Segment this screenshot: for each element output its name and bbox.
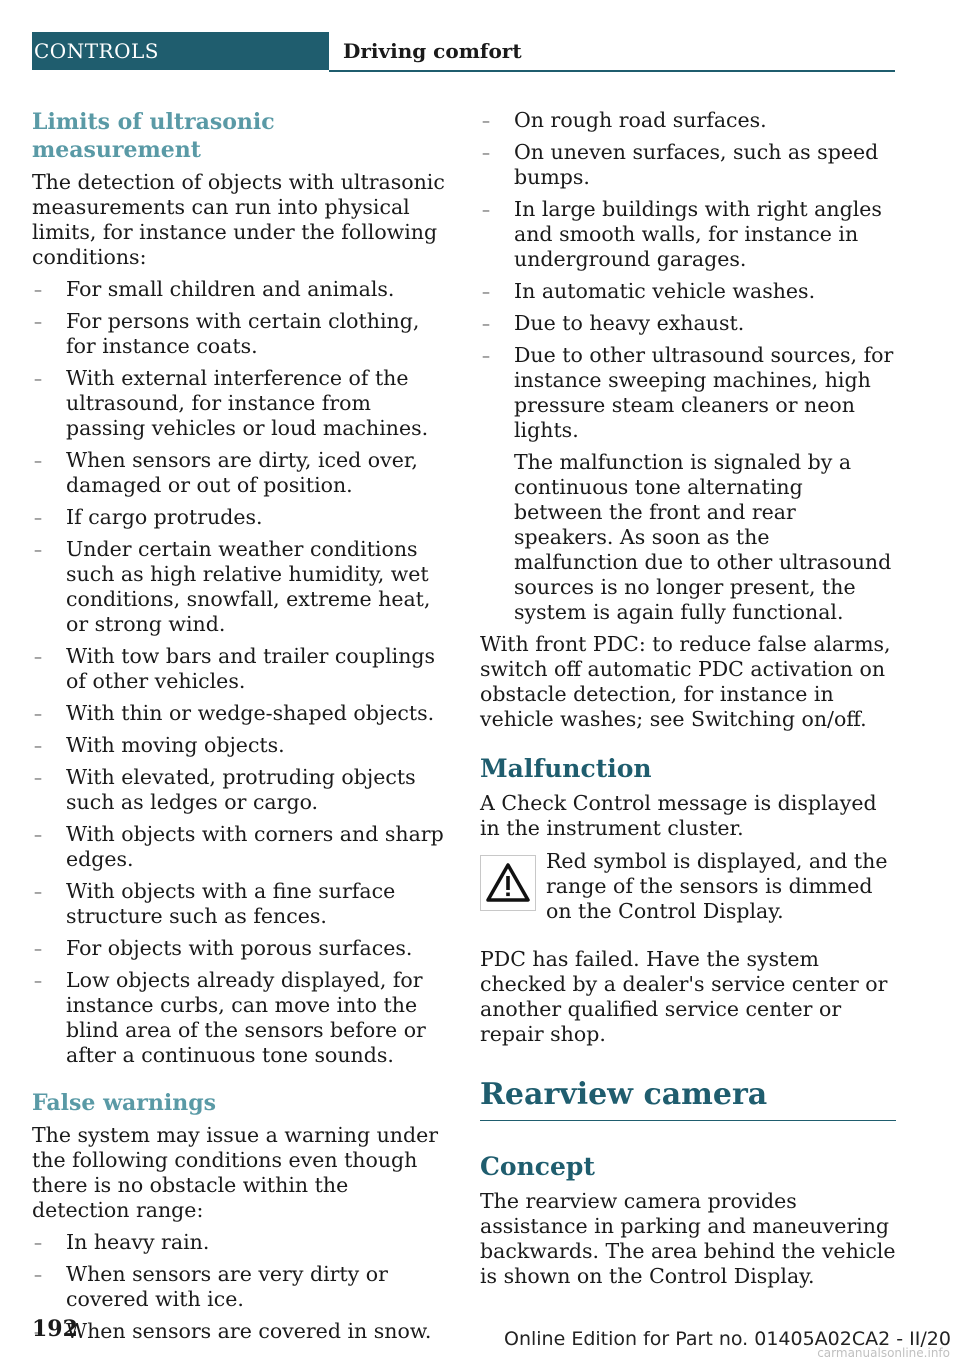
list-item: – Due to other ultrasound sources, for instance sweeping machines, high pressure steam cleaners or neon lights. xyxy=(480,343,896,443)
left-column xyxy=(32,108,447,1351)
limits-list xyxy=(32,277,447,1068)
watermark: carmanualsonline.info xyxy=(817,1346,950,1360)
page-title: Driving comfort xyxy=(343,39,522,63)
malfunction-after: PDC has failed. Have the system checked by a dealer's service center or another qualified service center or repair shop. xyxy=(480,947,888,1046)
conditions-list xyxy=(480,108,896,443)
right-column xyxy=(480,108,896,1296)
false-warnings-intro: The system may issue a warning under the following conditions even though there is no obstacle within the detection range: xyxy=(32,1123,439,1222)
list-item: – When sensors are very dirty or covered with ice. xyxy=(32,1262,447,1312)
list-item: – For small children and animals. xyxy=(32,277,447,302)
malfunction-signal-note: The malfunction is signaled by a continuous tone alternating between the front and rear speakers. As soon as the malfunction due to other ultrasound sources is no longer present, the system is again fully functional. xyxy=(514,450,892,624)
limits-intro: The detection of objects with ultrasonic measurements can run into physical limits, for instance under the following conditions: xyxy=(32,170,445,269)
list-item: – In large buildings with right angles and smooth walls, for instance in underground garages. xyxy=(480,197,896,272)
warning-text: Red symbol is displayed, and the range of the sensors is dimmed on the Control Display. xyxy=(546,849,888,923)
edition-footer: Online Edition for Part no. 01405A02CA2 - II/20 xyxy=(504,1328,951,1350)
list-item: – When sensors are dirty, iced over, damaged or out of position. xyxy=(32,448,447,498)
false-warnings-list xyxy=(32,1230,447,1344)
list-item: – In heavy rain. xyxy=(32,1230,447,1255)
malfunction-heading: Malfunction xyxy=(480,754,652,783)
list-item: – With moving objects. xyxy=(32,733,447,758)
list-item: – With elevated, protruding objects such as ledges or cargo. xyxy=(32,765,447,815)
rearview-camera-heading: Rearview camera xyxy=(480,1077,768,1112)
limits-heading: Limits of ultrasonic measurement xyxy=(32,109,275,163)
concept-heading: Concept xyxy=(480,1152,595,1181)
list-item: – If cargo protrudes. xyxy=(32,505,447,530)
list-item: – With external interference of the ultrasound, for instance from passing vehicles or loud machines. xyxy=(32,366,447,441)
section-label: CONTROLS xyxy=(34,39,159,63)
list-item: – In automatic vehicle washes. xyxy=(480,279,896,304)
list-item: – With thin or wedge-shaped objects. xyxy=(32,701,447,726)
list-item: – When sensors are covered in snow. xyxy=(32,1319,447,1344)
false-warnings-heading: False warnings xyxy=(32,1090,216,1116)
page-number: 192 xyxy=(32,1316,78,1342)
list-item: – Under certain weather conditions such as high relative humidity, wet conditions, snowfall, extreme heat, or strong wind. xyxy=(32,537,447,637)
list-item: – Low objects already displayed, for instance curbs, can move into the blind area of the sensors before or after a continuous tone sounds. xyxy=(32,968,447,1068)
chapter-heading-wrap xyxy=(480,1076,896,1121)
header-rule xyxy=(329,70,895,72)
list-item: – With objects with a fine surface structure such as fences. xyxy=(32,879,447,929)
page-header xyxy=(32,32,895,72)
list-item: – On uneven surfaces, such as speed bumps. xyxy=(480,140,896,190)
concept-text: The rearview camera provides assistance in parking and maneuvering backwards. The area behind the vehicle is shown on the Control Display. xyxy=(480,1189,896,1288)
list-item: – For objects with porous surfaces. xyxy=(32,936,447,961)
list-item: – Due to heavy exhaust. xyxy=(480,311,896,336)
warning-box xyxy=(480,849,896,929)
warning-triangle-icon xyxy=(480,855,536,911)
list-item: – With objects with corners and sharp edges. xyxy=(32,822,447,872)
list-item: – For persons with certain clothing, for instance coats. xyxy=(32,309,447,359)
front-pdc-note: With front PDC: to reduce false alarms, switch off automatic PDC activation on obstacle detection, for instance in vehicle washes; see Switching on/off. xyxy=(480,632,891,731)
list-item: – On rough road surfaces. xyxy=(480,108,896,133)
list-item: – With tow bars and trailer couplings of other vehicles. xyxy=(32,644,447,694)
malfunction-text: A Check Control message is displayed in the instrument cluster. xyxy=(480,791,877,840)
section-tab xyxy=(32,32,329,70)
